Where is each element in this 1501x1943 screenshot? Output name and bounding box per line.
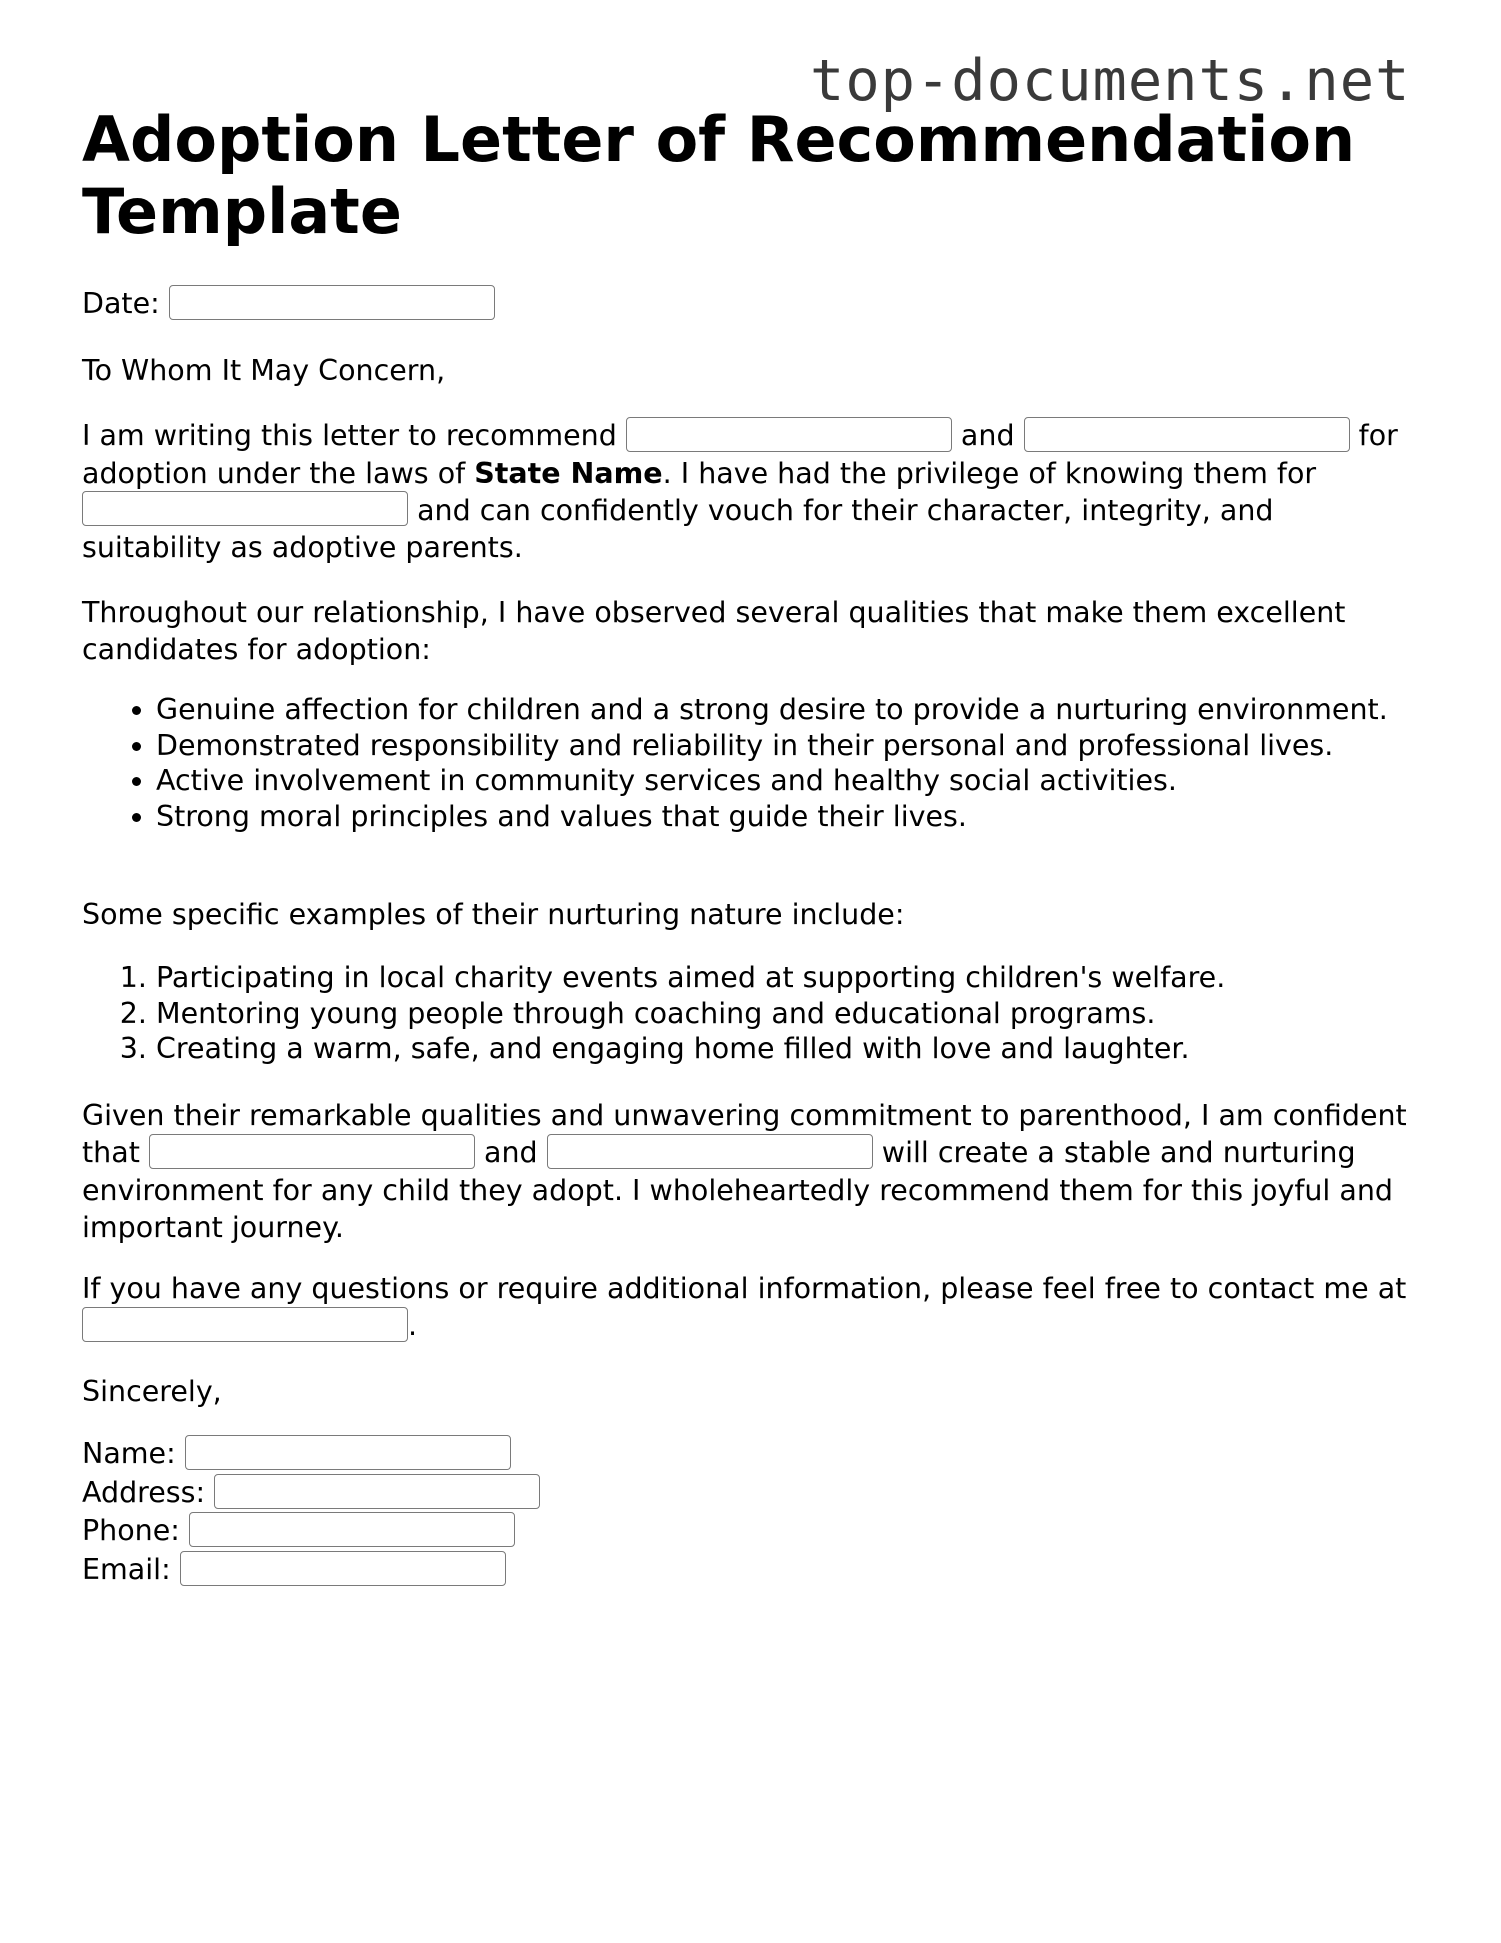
examples-list — [82, 960, 1486, 1067]
watermark: top-documents.net — [810, 48, 1411, 114]
list-item: 2. Mentoring young people through coaching and educational programs. — [156, 996, 1486, 1032]
closing: Sincerely, — [82, 1375, 222, 1408]
page-title: Adoption Letter of Recommendation Template — [82, 103, 1356, 248]
list-item: 1. Participating in local charity events aimed at supporting children's welfare. — [156, 960, 1486, 996]
conclusion-parent-1-field[interactable] — [149, 1134, 475, 1169]
phone-field[interactable] — [189, 1512, 515, 1547]
signature-name-row — [82, 1435, 511, 1473]
address-field[interactable] — [214, 1474, 540, 1509]
adoptive-parent-1-field[interactable] — [626, 417, 952, 452]
conclusion-and: and — [484, 1136, 538, 1169]
intro-and: and — [960, 419, 1015, 452]
adoptive-parent-2-field[interactable] — [1024, 417, 1350, 452]
contact-field[interactable] — [82, 1307, 408, 1342]
date-line — [82, 285, 1412, 323]
duration-known-field[interactable] — [82, 491, 408, 526]
list-item: 3. Creating a warm, safe, and engaging home filled with love and laughter. — [156, 1031, 1486, 1067]
state-name: State Name — [474, 456, 663, 490]
date-field[interactable] — [169, 285, 495, 320]
intro-text-1: I am writing this letter to recommend — [82, 419, 617, 452]
email-label: Email: — [82, 1553, 171, 1586]
examples-intro: Some specific examples of their nurturing nature include: — [82, 898, 905, 931]
date-label: Date: — [82, 287, 160, 320]
name-label: Name: — [82, 1437, 176, 1470]
conclusion-text-2: will create a stable and nurturing environment for any child they adopt. I wholeheartedly recommend them for this joyful and important journey. — [82, 1136, 1394, 1244]
list-item: • Strong moral principles and values that guide their lives. — [156, 799, 1486, 835]
signature-phone-row — [82, 1512, 515, 1550]
contact-text: If you have any questions or require additional information, please feel free to contact me at — [82, 1272, 1407, 1305]
qualities-list — [82, 692, 1486, 834]
contact-period: . — [408, 1309, 418, 1342]
list-item: • Active involvement in community services and healthy social activities. — [156, 763, 1486, 799]
intro-text-2: for adoption under the laws of — [82, 419, 1398, 490]
signature-email-row — [82, 1551, 506, 1589]
intro-text-4: and can confidently vouch for their character, integrity, and suitability as adoptive parents. — [82, 493, 1274, 564]
conclusion-paragraph — [82, 1097, 1412, 1246]
intro-paragraph — [82, 417, 1412, 566]
list-item: • Demonstrated responsibility and reliability in their personal and professional lives. — [156, 728, 1486, 764]
intro-text-3: . I have had the privilege of knowing them for — [662, 456, 1317, 490]
qualities-intro: Throughout our relationship, I have observed several qualities that make them excellent candidates for adoption: — [82, 596, 1346, 666]
address-label: Address: — [82, 1476, 206, 1509]
signature-address-row — [82, 1474, 540, 1512]
email-field[interactable] — [180, 1551, 506, 1586]
conclusion-text-1: Given their remarkable qualities and unwavering commitment to parenthood, I am confident that — [82, 1099, 1407, 1169]
contact-paragraph — [82, 1270, 1412, 1345]
conclusion-parent-2-field[interactable] — [547, 1134, 873, 1169]
salutation: To Whom It May Concern, — [82, 354, 446, 387]
phone-label: Phone: — [82, 1514, 180, 1547]
list-item: • Genuine affection for children and a strong desire to provide a nurturing environment. — [156, 692, 1486, 728]
name-field[interactable] — [185, 1435, 511, 1470]
